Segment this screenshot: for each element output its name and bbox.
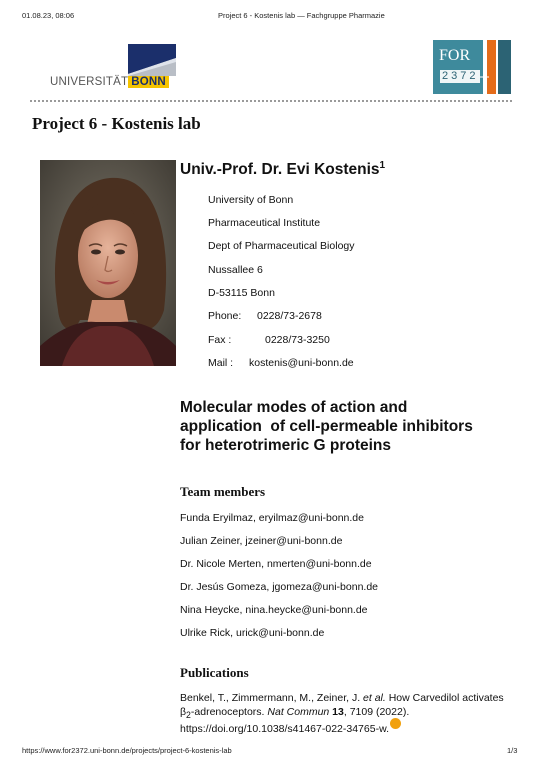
for-label: FOR <box>439 47 471 64</box>
team-member: Dr. Nicole Merten, nmerten@uni-bonn.de <box>180 558 372 570</box>
pub-title-end: -adrenoceptors. <box>190 706 268 718</box>
project-title-line: for heterotrimeric G proteins <box>180 437 392 454</box>
bonn-label: BONN <box>128 76 169 88</box>
page-title: Project 6 - Kostenis lab <box>32 114 201 133</box>
header-divider <box>30 100 512 102</box>
print-url: https://www.for2372.uni-bonn.de/projects/project-6-kostenis-lab <box>22 746 232 755</box>
pub-pages: , 7109 (2022). <box>343 706 410 718</box>
address-line: Pharmaceutical Institute <box>208 217 321 229</box>
person-name <box>180 160 385 179</box>
address-line: University of Bonn <box>208 194 294 206</box>
bonn-logo-mark-icon <box>128 44 176 76</box>
print-datetime: 01.08.23, 08:06 <box>22 11 75 20</box>
pub-etal: et al. <box>363 692 386 704</box>
name-footnote: 1 <box>379 160 386 171</box>
project-title <box>180 398 510 455</box>
project-title-line: application of cell-permeable inhibitors <box>180 418 473 435</box>
fax-row <box>208 334 330 346</box>
phone-label: Phone: <box>208 310 242 322</box>
project-title-line: Molecular modes of action and <box>180 399 408 416</box>
phone-value: 0228/73-2678 <box>257 310 322 322</box>
pub-authors: Benkel, T., Zimmermann, M., Zeiner, J. <box>180 692 364 704</box>
team-member: Ulrike Rick, urick@uni-bonn.de <box>180 627 325 639</box>
pub-volume: 13 <box>332 706 344 718</box>
publications-heading: Publications <box>180 665 249 680</box>
university-prefix: UNIVERSITÄT <box>50 76 129 88</box>
team-member: Julian Zeiner, jzeiner@uni-bonn.de <box>180 535 343 547</box>
team-heading: Team members <box>180 484 266 499</box>
university-wordmark <box>50 76 169 88</box>
pub-title: How Carvedilol activates β <box>180 692 504 718</box>
pub-subscript: 2 <box>186 710 191 721</box>
team-member: Nina Heycke, nina.heycke@uni-bonn.de <box>180 604 368 616</box>
address-line: D-53115 Bonn <box>208 287 275 299</box>
portrait-photo <box>40 160 176 366</box>
fax-value: 0228/73-3250 <box>265 334 330 346</box>
phone-row <box>208 310 322 322</box>
mail-row <box>208 357 354 369</box>
publication-entry <box>180 691 510 736</box>
mail-link[interactable]: kostenis@uni-bonn.de <box>249 357 354 369</box>
doi-badge-icon[interactable] <box>390 718 401 729</box>
fax-label: Fax : <box>208 334 232 346</box>
print-page-number: 1/3 <box>507 746 518 755</box>
pub-journal: Nat Commun <box>267 706 330 718</box>
university-bonn-logo[interactable] <box>50 44 176 94</box>
print-page-title: Project 6 - Kostenis lab — Fachgruppe Pharmazie <box>218 11 385 20</box>
person-name-text: Univ.-Prof. Dr. Evi Kostenis <box>180 161 380 179</box>
team-member: Funda Eryilmaz, eryilmaz@uni-bonn.de <box>180 512 364 524</box>
pub-doi-link[interactable]: https://doi.org/10.1038/s41467-022-34765-w. <box>180 723 389 736</box>
for-number: 2372 <box>442 70 479 82</box>
address-line: Nussallee 6 <box>208 264 263 276</box>
for2372-logo[interactable] <box>433 40 511 94</box>
address-line: Dept of Pharmaceutical Biology <box>208 240 355 252</box>
team-member: Dr. Jesús Gomeza, jgomeza@uni-bonn.de <box>180 581 379 593</box>
mail-label: Mail : <box>208 357 234 369</box>
